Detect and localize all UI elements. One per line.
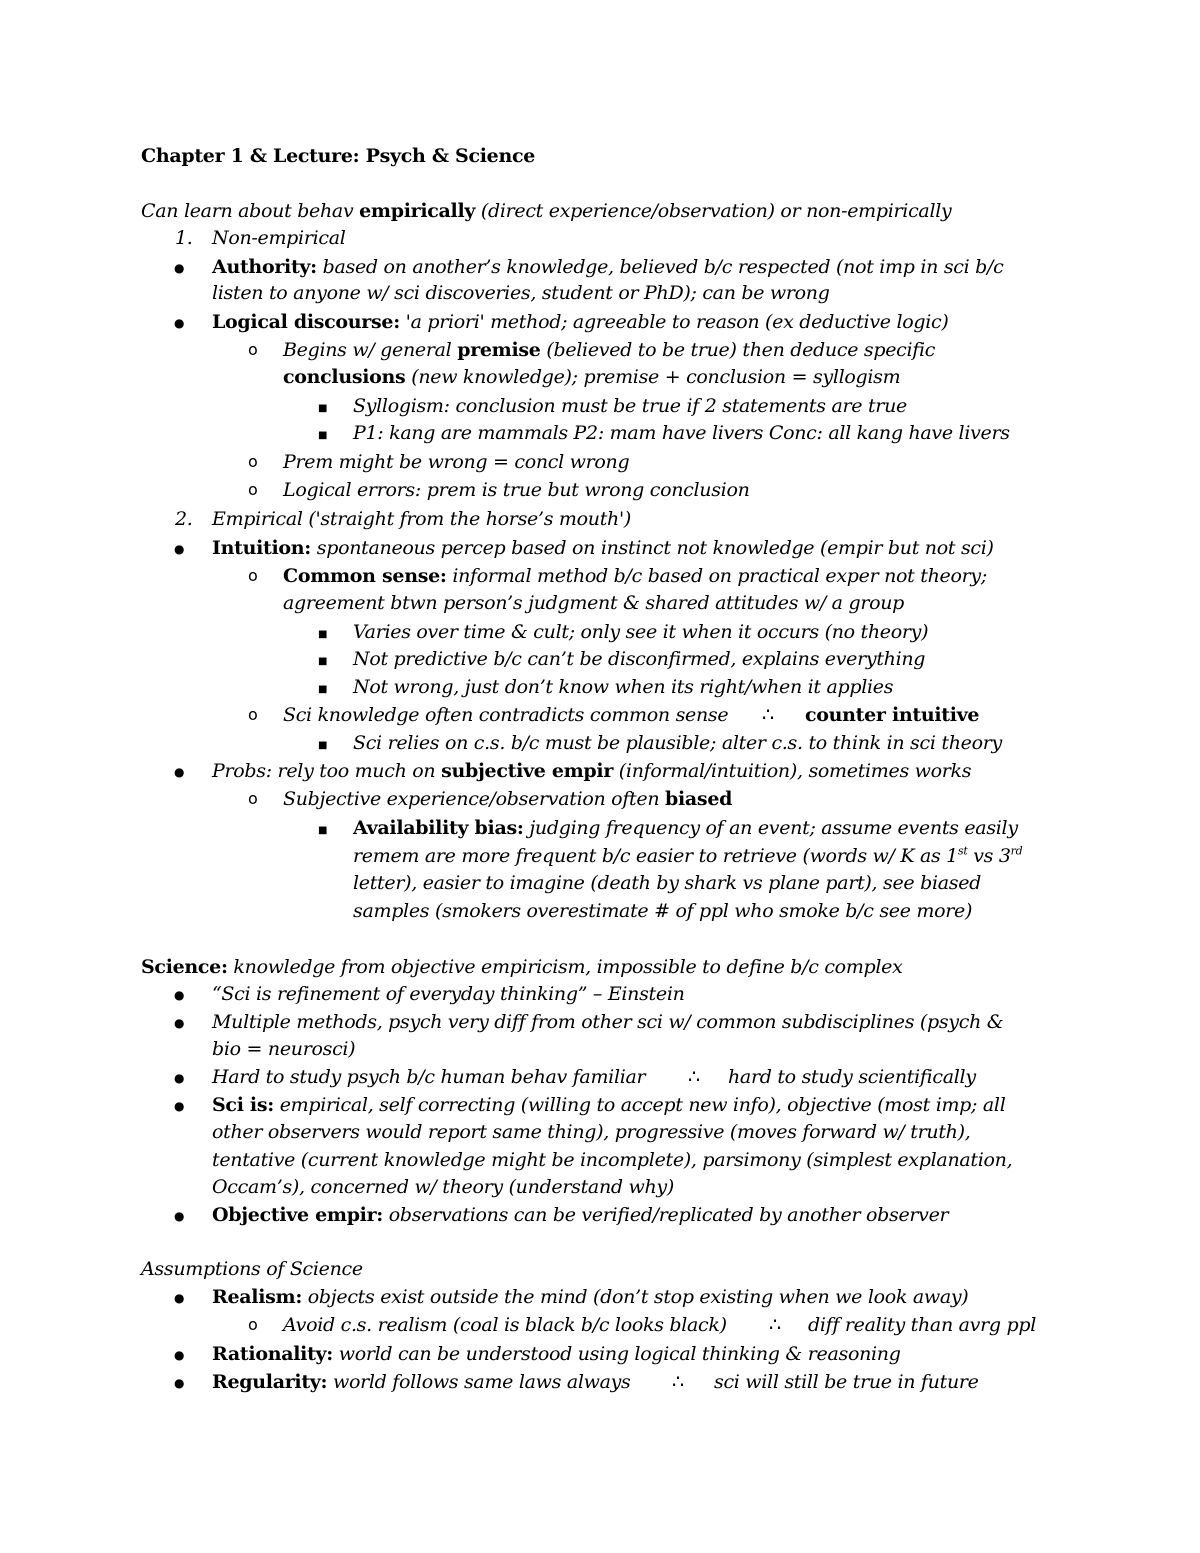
bullet-icon bbox=[174, 536, 184, 561]
list-item: Probs: rely too much on subjective empir (informal/intuition), sometimes works bbox=[212, 760, 972, 782]
section-heading: Empirical ('straight from the horse’s mouth') bbox=[212, 508, 632, 530]
therefore-icon: ∴ bbox=[762, 704, 774, 726]
list-item-continued: Occam’s), concerned w/ theory (understand why) bbox=[212, 1176, 674, 1198]
circle-bullet-icon bbox=[248, 564, 258, 588]
bullet-icon bbox=[174, 759, 184, 784]
list-item: Sci knowledge often contradicts common sense bbox=[283, 704, 729, 726]
bullet-icon bbox=[174, 1093, 184, 1118]
list-item: “Sci is refinement of everyday thinking” – Einstein bbox=[212, 983, 685, 1005]
square-bullet-icon bbox=[318, 731, 327, 758]
square-bullet-icon bbox=[318, 620, 327, 647]
list-item-continued: agreement btwn person’s judgment & shared attitudes w/ a group bbox=[283, 592, 905, 614]
list-item: Logical discourse: 'a priori' method; agreeable to reason (ex deductive logic) bbox=[212, 311, 949, 333]
list-item-emphasis: counter intuitive bbox=[805, 704, 980, 726]
list-item-continued: other observers would report same thing), progressive (moves forward w/ truth), bbox=[212, 1121, 971, 1143]
list-item: Availability bias: judging frequency of an event; assume events easily bbox=[353, 817, 1018, 839]
section-number: 1. bbox=[175, 227, 193, 249]
list-item: Begins w/ general premise (believed to be true) then deduce specific bbox=[283, 339, 936, 361]
square-bullet-icon bbox=[318, 394, 327, 421]
bullet-icon bbox=[174, 1370, 184, 1395]
list-item: Prem might be wrong = concl wrong bbox=[283, 451, 630, 473]
list-item-continued: bio = neurosci) bbox=[212, 1038, 356, 1060]
square-bullet-icon bbox=[318, 675, 327, 702]
list-item: Rationality: world can be understood using logical thinking & reasoning bbox=[212, 1343, 901, 1365]
list-item-continued: tentative (current knowledge might be incomplete), parsimony (simplest explanation, bbox=[212, 1149, 1013, 1171]
list-item: Intuition: spontaneous percep based on instinct not knowledge (empir but not sci) bbox=[212, 537, 994, 559]
list-item: diff reality than avrg ppl bbox=[808, 1314, 1036, 1336]
list-item: Regularity: world follows same laws always bbox=[212, 1371, 631, 1393]
list-item: Avoid c.s. realism (coal is black b/c looks black) bbox=[283, 1314, 727, 1336]
list-item: P1: kang are mammals P2: mam have livers Conc: all kang have livers bbox=[353, 422, 1010, 444]
bullet-icon bbox=[174, 1010, 184, 1035]
document-title: Chapter 1 & Lecture: Psych & Science bbox=[141, 145, 536, 167]
list-item: Objective empir: observations can be verified/replicated by another observer bbox=[212, 1204, 949, 1226]
section-number: 2. bbox=[175, 508, 193, 530]
circle-bullet-icon bbox=[248, 338, 258, 362]
list-item-continued: conclusions (new knowledge); premise + conclusion = syllogism bbox=[283, 366, 901, 388]
bullet-icon bbox=[174, 310, 184, 335]
bullet-icon bbox=[174, 1065, 184, 1090]
list-item-continued: remem are more frequent b/c easier to retrieve (words w/ K as 1st vs 3rd bbox=[353, 844, 1023, 867]
circle-bullet-icon bbox=[248, 1313, 258, 1337]
square-bullet-icon bbox=[318, 816, 327, 843]
section-heading: Non-empirical bbox=[212, 227, 346, 249]
list-item: Not predictive b/c can’t be disconfirmed, explains everything bbox=[353, 648, 926, 670]
list-item: Common sense: informal method b/c based on practical exper not theory; bbox=[283, 565, 987, 587]
list-item: Varies over time & cult; only see it when it occurs (no theory) bbox=[353, 621, 929, 643]
list-item: sci will still be true in future bbox=[714, 1371, 979, 1393]
therefore-icon: ∴ bbox=[769, 1314, 781, 1336]
section-heading: Assumptions of Science bbox=[141, 1258, 363, 1280]
list-item-continued: listen to anyone w/ sci discoveries, student or PhD); can be wrong bbox=[212, 282, 830, 304]
square-bullet-icon bbox=[318, 421, 327, 448]
list-item-continued: samples (smokers overestimate # of ppl who smoke b/c see more) bbox=[353, 900, 973, 922]
therefore-icon: ∴ bbox=[672, 1371, 684, 1393]
list-item: Realism: objects exist outside the mind (don’t stop existing when we look away) bbox=[212, 1286, 969, 1308]
list-item: Multiple methods, psych very diff from other sci w/ common subdisciplines (psych & bbox=[212, 1011, 1004, 1033]
list-item: Hard to study psych b/c human behav familiar bbox=[212, 1066, 646, 1088]
list-item: Sci is: empirical, self correcting (willing to accept new info), objective (most imp; all bbox=[212, 1094, 1006, 1116]
list-item: Subjective experience/observation often biased bbox=[283, 788, 733, 810]
list-item: Not wrong, just don’t know when its right/when it applies bbox=[353, 676, 894, 698]
circle-bullet-icon bbox=[248, 478, 258, 502]
bullet-icon bbox=[174, 1342, 184, 1367]
circle-bullet-icon bbox=[248, 787, 258, 811]
science-definition: Science: knowledge from objective empiricism, impossible to define b/c complex bbox=[141, 956, 903, 978]
therefore-icon: ∴ bbox=[688, 1066, 700, 1088]
circle-bullet-icon bbox=[248, 703, 258, 727]
bullet-icon bbox=[174, 982, 184, 1007]
list-item: Logical errors: prem is true but wrong conclusion bbox=[283, 479, 750, 501]
square-bullet-icon bbox=[318, 647, 327, 674]
bullet-icon bbox=[174, 1285, 184, 1310]
circle-bullet-icon bbox=[248, 450, 258, 474]
list-item: hard to study scientifically bbox=[728, 1066, 976, 1088]
list-item-continued: letter), easier to imagine (death by shark vs plane part), see biased bbox=[353, 872, 982, 894]
bullet-icon bbox=[174, 255, 184, 280]
bullet-icon bbox=[174, 1203, 184, 1228]
list-item: Syllogism: conclusion must be true if 2 statements are true bbox=[353, 395, 907, 417]
list-item: Sci relies on c.s. b/c must be plausible; alter c.s. to think in sci theory bbox=[353, 732, 1002, 754]
intro-line: Can learn about behav empirically (direct experience/observation) or non-empirically bbox=[141, 200, 952, 222]
list-item: Authority: based on another’s knowledge, believed b/c respected (not imp in sci b/c bbox=[212, 256, 1004, 278]
